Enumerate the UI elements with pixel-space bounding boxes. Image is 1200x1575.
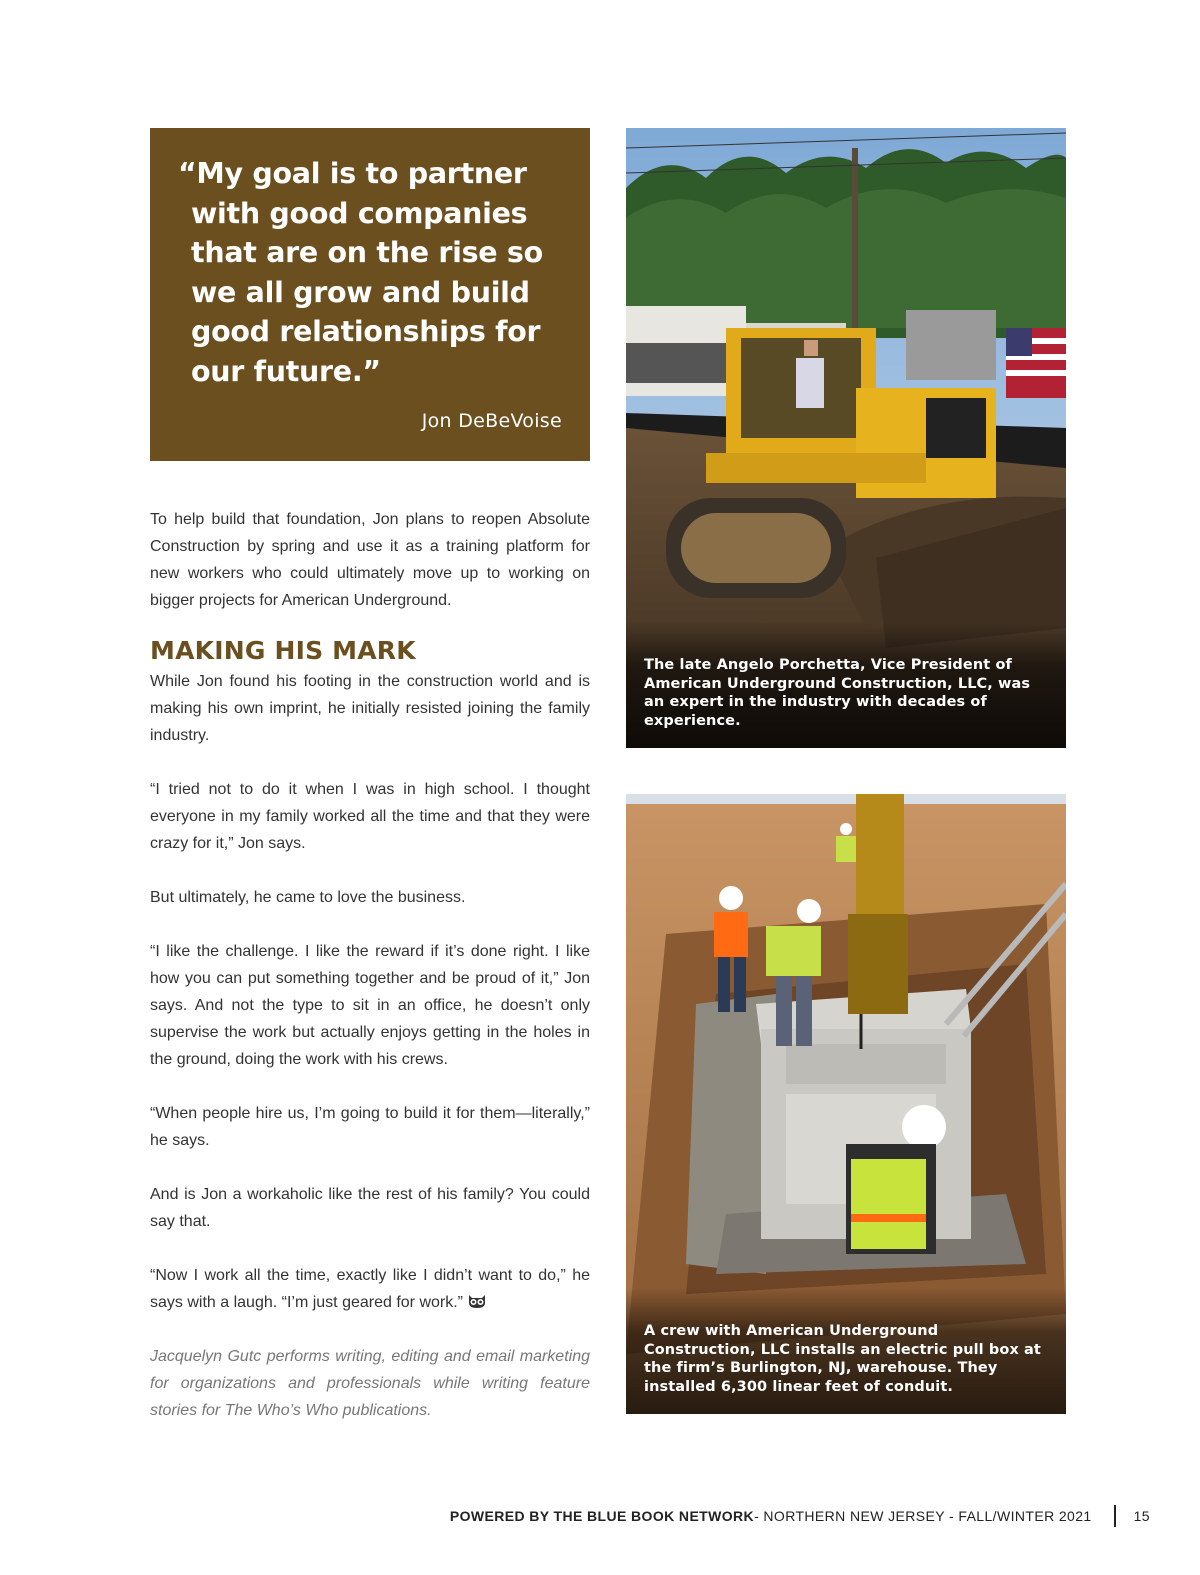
intro-paragraph: To help build that foundation, Jon plans to reopen Absolute Construction by spring and use it as a training platform for new workers who could ultimately move up to working on bigger projects for American Underground. (150, 511, 590, 609)
photo-caption: The late Angelo Porchetta, Vice President of American Underground Construction, LLC, was an expert in the industry with decades of experience. (626, 622, 1066, 748)
footer-divider (1114, 1505, 1116, 1527)
closing-paragraph (150, 1262, 590, 1316)
bulldozer-photo (626, 128, 1066, 748)
photo-caption: A crew with American Underground Construction, LLC installs an electric pull box at the firm’s Burlington, NJ, warehouse. They installed 6,300 linear feet of conduit. (626, 1288, 1066, 1414)
crew-photo (626, 794, 1066, 1414)
body-paragraph: While Jon found his footing in the construction world and is making his own imprint, he initially resisted joining the family industry. (150, 673, 590, 744)
body-paragraph: “When people hire us, I’m going to build it for them—literally,” he says. (150, 1105, 590, 1149)
article-body (150, 506, 590, 1451)
pull-quote-text: “My goal is to partner with good companies that are on the rise so we all grow and build good relationships for our future.” (178, 157, 543, 388)
body-paragraph: But ultimately, he came to love the business. (150, 889, 466, 906)
footer-edition: - NORTHERN NEW JERSEY - FALL/WINTER 2021 (754, 1508, 1092, 1524)
page-number: 15 (1133, 1508, 1150, 1524)
owl-end-mark-icon (467, 1291, 487, 1307)
footer-brand: POWERED BY THE BLUE BOOK NETWORK (449, 1508, 755, 1524)
body-paragraph: “I like the challenge. I like the reward if it’s done right. I like how you can put something together and be proud of it,” Jon says. And not the type to sit in an office, he doesn’t only supervise the work but actually enjoys getting in the holes in the ground, doing the work with his crews. (150, 943, 590, 1068)
page-footer (450, 1505, 1150, 1527)
pull-quote-author: Jon DeBeVoise (421, 410, 562, 432)
body-paragraph: “I tried not to do it when I was in high school. I thought everyone in my family worked all the time and that they were crazy for it,” Jon says. (150, 781, 590, 852)
pull-quote-box (150, 128, 590, 461)
body-paragraph: And is Jon a workaholic like the rest of his family? You could say that. (150, 1186, 590, 1230)
section-heading: MAKING HIS MARK (150, 636, 416, 665)
author-byline: Jacquelyn Gutc performs writing, editing and email marketing for organizations and professionals while writing feature stories for The Who’s Who publications. (150, 1348, 590, 1419)
closing-paragraph-text: “Now I work all the time, exactly like I didn’t want to do,” he says with a laugh. “I’m just geared for work.” (150, 1267, 590, 1311)
